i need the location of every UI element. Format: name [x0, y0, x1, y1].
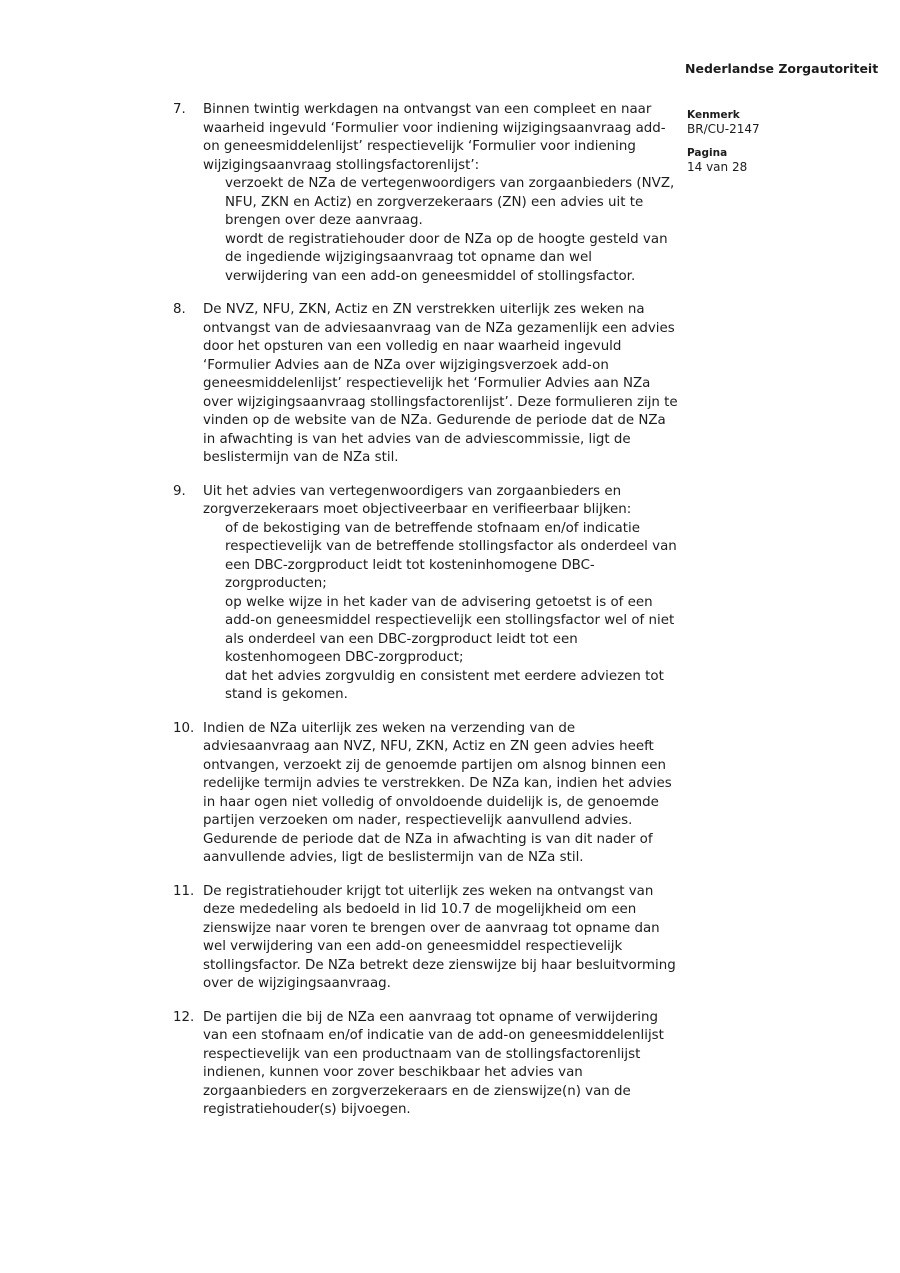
paragraph: Uit het advies van vertegenwoordigers van zorgaanbieders en zorgverzekeraars moet objectiveerbaar en verifieerbaar blijken: [203, 483, 632, 517]
item-body [203, 483, 679, 705]
sub-paragraph: dat het advies zorgvuldig en consistent met eerdere adviezen tot stand is gekomen. [225, 668, 664, 702]
paragraph: Binnen twintig werkdagen na ontvangst van een compleet en naar waarheid ingevuld ‘Formulier voor indiening wijzigingsaanvraag add-on geneesmiddelenlijst’ respectievelijk ‘Formulier voor indiening wijzigingsaanvraag stollingsfactorenlijst’: [203, 102, 666, 173]
item-number: 9. [173, 483, 186, 499]
sub-paragraph: wordt de registratiehouder door de NZa op de hoogte gesteld van de ingediende wijzigingsaanvraag tot opname dan wel verwijdering van een add-on geneesmiddel of stollingsfactor. [225, 231, 668, 284]
item-number: 11. [173, 883, 195, 899]
list-item [173, 483, 679, 705]
item-number: 12. [173, 1009, 195, 1025]
sub-paragraph: op welke wijze in het kader van de advisering getoetst is of een add-on geneesmiddel respectievelijk een stollingsfactor wel of niet als onderdeel van een DBC-zorgproduct leidt tot een kostenhomogeen DBC-zorgproduct; [225, 594, 675, 665]
item-number: 10. [173, 720, 195, 736]
item-number: 7. [173, 102, 186, 117]
list-item [173, 301, 679, 468]
paragraph: De registratiehouder krijgt tot uiterlijk zes weken na ontvangst van deze mededeling als bedoeld in lid 10.7 de mogelijkheid om een zienswijze naar voren te brengen over de aanvraag tot opname dan wel verwijdering van een add-on geneesmiddel respectievelijk stollingsfactor. De NZa betrekt deze zienswijze bij haar besluitvorming over de wijzigingsaanvraag. [203, 883, 676, 991]
paragraph: De partijen die bij de NZa een aanvraag tot opname of verwijdering van een stofnaam en/of indicatie van de add-on geneesmiddelenlijst respectievelijk van een productnaam van de stollingsfactorenlijst indienen, kunnen voor zover beschikbaar het advies van zorgaanbieders en zorgverzekeraars en de zienswijze(n) van de registratiehouder(s) bijvoegen. [203, 1009, 664, 1117]
sub-paragraph: verzoekt de NZa de vertegenwoordigers van zorgaanbieders (NVZ, NFU, ZKN en Actiz) en zorgverzekeraars (ZN) een advies uit te brengen over deze aanvraag. [225, 176, 675, 228]
kenmerk-label: Kenmerk [687, 109, 740, 121]
paragraph: Indien de NZa uiterlijk zes weken na verzending van de adviesaanvraag aan NVZ, NFU, ZKN, Actiz en ZN geen advies heeft ontvangen, verzoekt zij de genoemde partijen om alsnog binnen een redelijke termijn advies te verstrekken. De NZa kan, indien het advies in haar ogen niet volledig of onvoldoende duidelijk is, de genoemde partijen verzoeken om nader, respectievelijk aanvullend advies. Gedurende de periode dat de NZa in afwachting is van dit nader of aanvullende advies, ligt de beslistermijn van de NZa stil. [203, 720, 672, 865]
item-body [203, 101, 679, 286]
pagina-value: 14 van 28 [687, 160, 748, 174]
document-meta [687, 109, 857, 185]
sub-paragraph: of de bekostiging van de betreffende stofnaam en/of indicatie respectievelijk van de betreffende stollingsfactor als onderdeel van een DBC-zorgproduct leidt tot kosteninhomogene DBC-zorgproducten; [225, 520, 677, 591]
list-item [173, 1009, 679, 1120]
item-body [203, 1009, 679, 1120]
list-item [173, 720, 679, 868]
numbered-list [173, 101, 679, 1135]
item-body [203, 720, 679, 868]
page-title: Nederlandse Zorgautoriteit [685, 61, 879, 76]
item-body [203, 883, 679, 994]
paragraph: De NVZ, NFU, ZKN, Actiz en ZN verstrekken uiterlijk zes weken na ontvangst van de adviesaanvraag van de NZa gezamenlijk een advies door het opsturen van een volledig en naar waarheid ingevuld ‘Formulier Advies aan de NZa over wijzigingsverzoek add-on geneesmiddelenlijst’ respectievelijk het ‘Formulier Advies aan NZa over wijzigingsaanvraag stollingsfactorenlijst’. Deze formulieren zijn te vinden op de website van de NZa. Gedurende de periode dat de NZa in afwachting is van het advies van de adviescommissie, ligt de beslistermijn van de NZa stil. [203, 302, 678, 465]
kenmerk-value: BR/CU-2147 [687, 122, 760, 136]
item-body [203, 301, 679, 468]
item-number: 8. [173, 302, 186, 317]
list-item [173, 883, 679, 994]
pagina-label: Pagina [687, 147, 728, 159]
list-item [173, 101, 679, 286]
